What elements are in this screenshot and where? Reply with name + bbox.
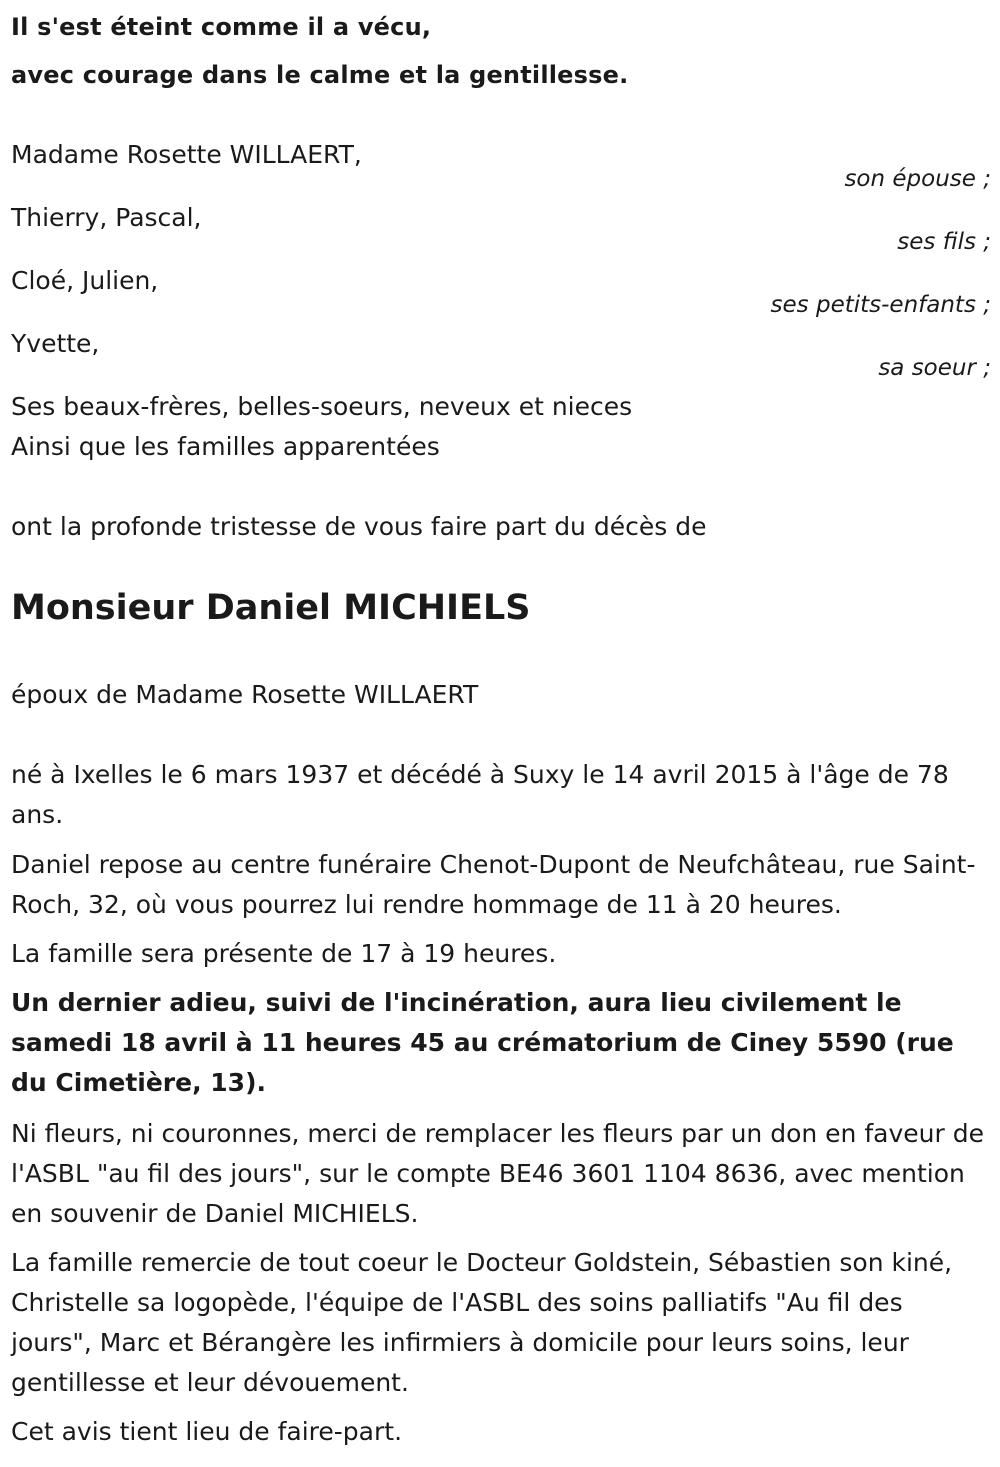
extended-family-line-1: Ses beaux-frères, belles-soeurs, neveux et nieces <box>11 392 633 421</box>
repose-paragraph: Daniel repose au centre funéraire Chenot-Dupont de Neufchâteau, rue Saint-Roch, 32, où vous pourrez lui rendre hommage de 11 à 20 heures. <box>11 850 976 919</box>
epigraph-line-1: Il s'est éteint comme il a vécu, <box>11 13 432 41</box>
birth-death-paragraph: né à Ixelles le 6 mars 1937 et décédé à Suxy le 14 avril 2015 à l'âge de 78 ans. <box>11 760 949 829</box>
flowers-paragraph: Ni fleurs, ni couronnes, merci de remplacer les fleurs par un don en faveur de l'ASBL "au fil des jours", sur le compte BE46 3601 1104 8636, avec mention en souvenir de Daniel MICHIELS. <box>11 1119 984 1228</box>
epigraph-line-2: avec courage dans le calme et la gentillesse. <box>11 61 629 89</box>
family-member-sons: Thierry, Pascal, <box>11 203 202 232</box>
announcement-text: ont la profonde tristesse de vous faire part du décès de <box>11 512 707 541</box>
family-role-sister: sa soeur ; <box>878 355 991 381</box>
ceremony-paragraph: Un dernier adieu, suivi de l'incinération, aura lieu civilement le samedi 18 avril à 11 heures 45 au crématorium de Ciney 5590 (rue du Cimetière, 13). <box>11 988 954 1097</box>
family-member-spouse: Madame Rosette WILLAERT, <box>11 140 362 169</box>
family-role-grandchildren: ses petits-enfants ; <box>770 292 991 318</box>
family-member-sister: Yvette, <box>11 329 100 358</box>
extended-family-line-2: Ainsi que les familles apparentées <box>11 432 440 461</box>
family-role-sons: ses fils ; <box>897 229 991 255</box>
deceased-name: Monsieur Daniel MICHIELS <box>11 588 531 628</box>
family-member-grandchildren: Cloé, Julien, <box>11 266 159 295</box>
closing-paragraph: Cet avis tient lieu de faire-part. <box>11 1417 403 1446</box>
family-role-spouse: son épouse ; <box>844 166 991 192</box>
spouse-line: époux de Madame Rosette WILLAERT <box>11 680 479 709</box>
thanks-paragraph: La famille remercie de tout coeur le Docteur Goldstein, Sébastien son kiné, Christelle sa logopède, l'équipe de l'ASBL des soins palliatifs "Au fil des jours", Marc et Bérangère les infirmiers à domicile pour leurs soins, leur gentillesse et leur dévouement. <box>11 1248 953 1397</box>
family-presence-paragraph: La famille sera présente de 17 à 19 heures. <box>11 939 557 968</box>
